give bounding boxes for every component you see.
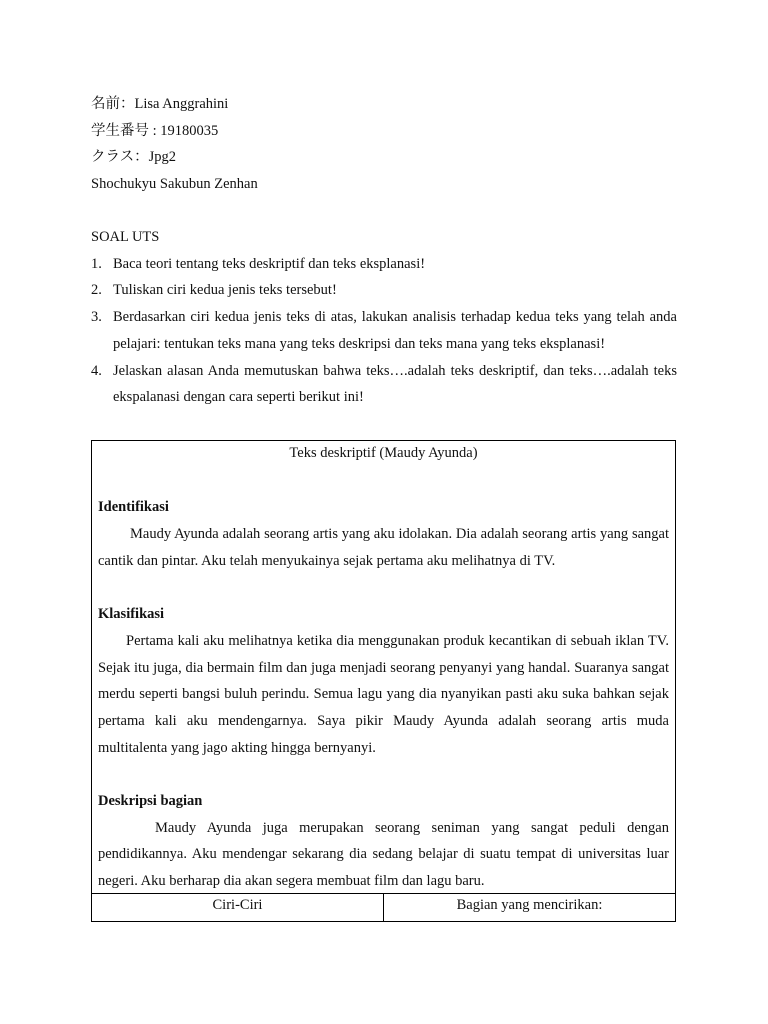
- section-paragraph-deskripsi-bagian: Maudy Ayunda juga merupakan seorang seniman yang sangat peduli dengan pendidikannya. Aku mendengar sekarang dia sedang belajar di suatu tempat di universitas luar negeri. Aku berharap dia akan segera membuat film dan lagu baru.: [98, 819, 669, 890]
- question-item: [91, 251, 677, 278]
- question-text: Berdasarkan ciri kedua jenis teks di atas, lakukan analisis terhadap kedua teks yang telah anda pelajari: tentukan teks mana yang teks deskripsi dan teks mana yang teks eksplanasi!: [113, 309, 677, 352]
- question-text: Jelaskan alasan Anda memutuskan bahwa teks….adalah teks deskriptif, dan teks….adalah teks ekspalanasi dengan cara seperti berikut ini!: [113, 362, 677, 406]
- student-number: 学生番号 : 19180035: [91, 122, 219, 139]
- question-list: [91, 251, 677, 411]
- question-text: Tuliskan ciri kedua jenis teks tersebut!: [113, 282, 337, 299]
- section-heading-klasifikasi: Klasifikasi: [98, 606, 165, 623]
- descriptive-text-box: [91, 440, 676, 922]
- question-text: Baca teori tentang teks deskriptif dan teks eksplanasi!: [113, 255, 426, 272]
- question-number: 2.: [91, 282, 102, 299]
- section-heading-deskripsi-bagian: Deskripsi bagian: [98, 793, 203, 810]
- question-number: 4.: [91, 362, 102, 379]
- question-item: [91, 277, 677, 304]
- exam-title: SOAL UTS: [91, 229, 160, 245]
- question-item: [91, 358, 677, 411]
- student-class: クラス：Jpg2: [91, 149, 176, 166]
- course-name: Shochukyu Sakubun Zenhan: [91, 176, 258, 193]
- spacer: [98, 761, 669, 788]
- spacer: [98, 468, 669, 495]
- section-paragraph-identifikasi: Maudy Ayunda adalah seorang artis yang aku idolakan. Dia adalah seorang artis yang sangat cantik dan pintar. Aku telah menyukainya sejak pertama aku melihatnya di TV.: [98, 526, 669, 569]
- spacer: [98, 574, 669, 601]
- exam-questions: [91, 224, 677, 411]
- box-title: Teks deskriptif (Maudy Ayunda): [289, 445, 478, 461]
- student-name: 名前：Lisa Anggrahini: [91, 96, 229, 112]
- table-header-row: [92, 893, 675, 921]
- section-paragraph-klasifikasi: Pertama kali aku melihatnya ketika dia menggunakan produk kecantikan di sebuah iklan TV. Sejak itu juga, dia bermain film dan juga menjadi seorang penyanyi yang handal. Suaranya sangat merdu seperti bangsi buluh perindu. Semua lagu yang dia nyanyikan pasti aku suka bahkan sejak pertama kali aku mendengarnya. Saya pikir Maudy Ayunda adalah seorang artis muda multitalenta yang jago akting hingga bernyanyi.: [98, 632, 669, 756]
- question-number: 3.: [91, 309, 102, 326]
- student-info: [91, 91, 681, 198]
- question-number: 1.: [91, 255, 102, 272]
- table-header-bagian: Bagian yang mencirikan:: [383, 894, 675, 921]
- table-header-ciri: Ciri-Ciri: [212, 897, 263, 913]
- section-heading-identifikasi: Identifikasi: [98, 499, 169, 516]
- question-item: [91, 304, 677, 357]
